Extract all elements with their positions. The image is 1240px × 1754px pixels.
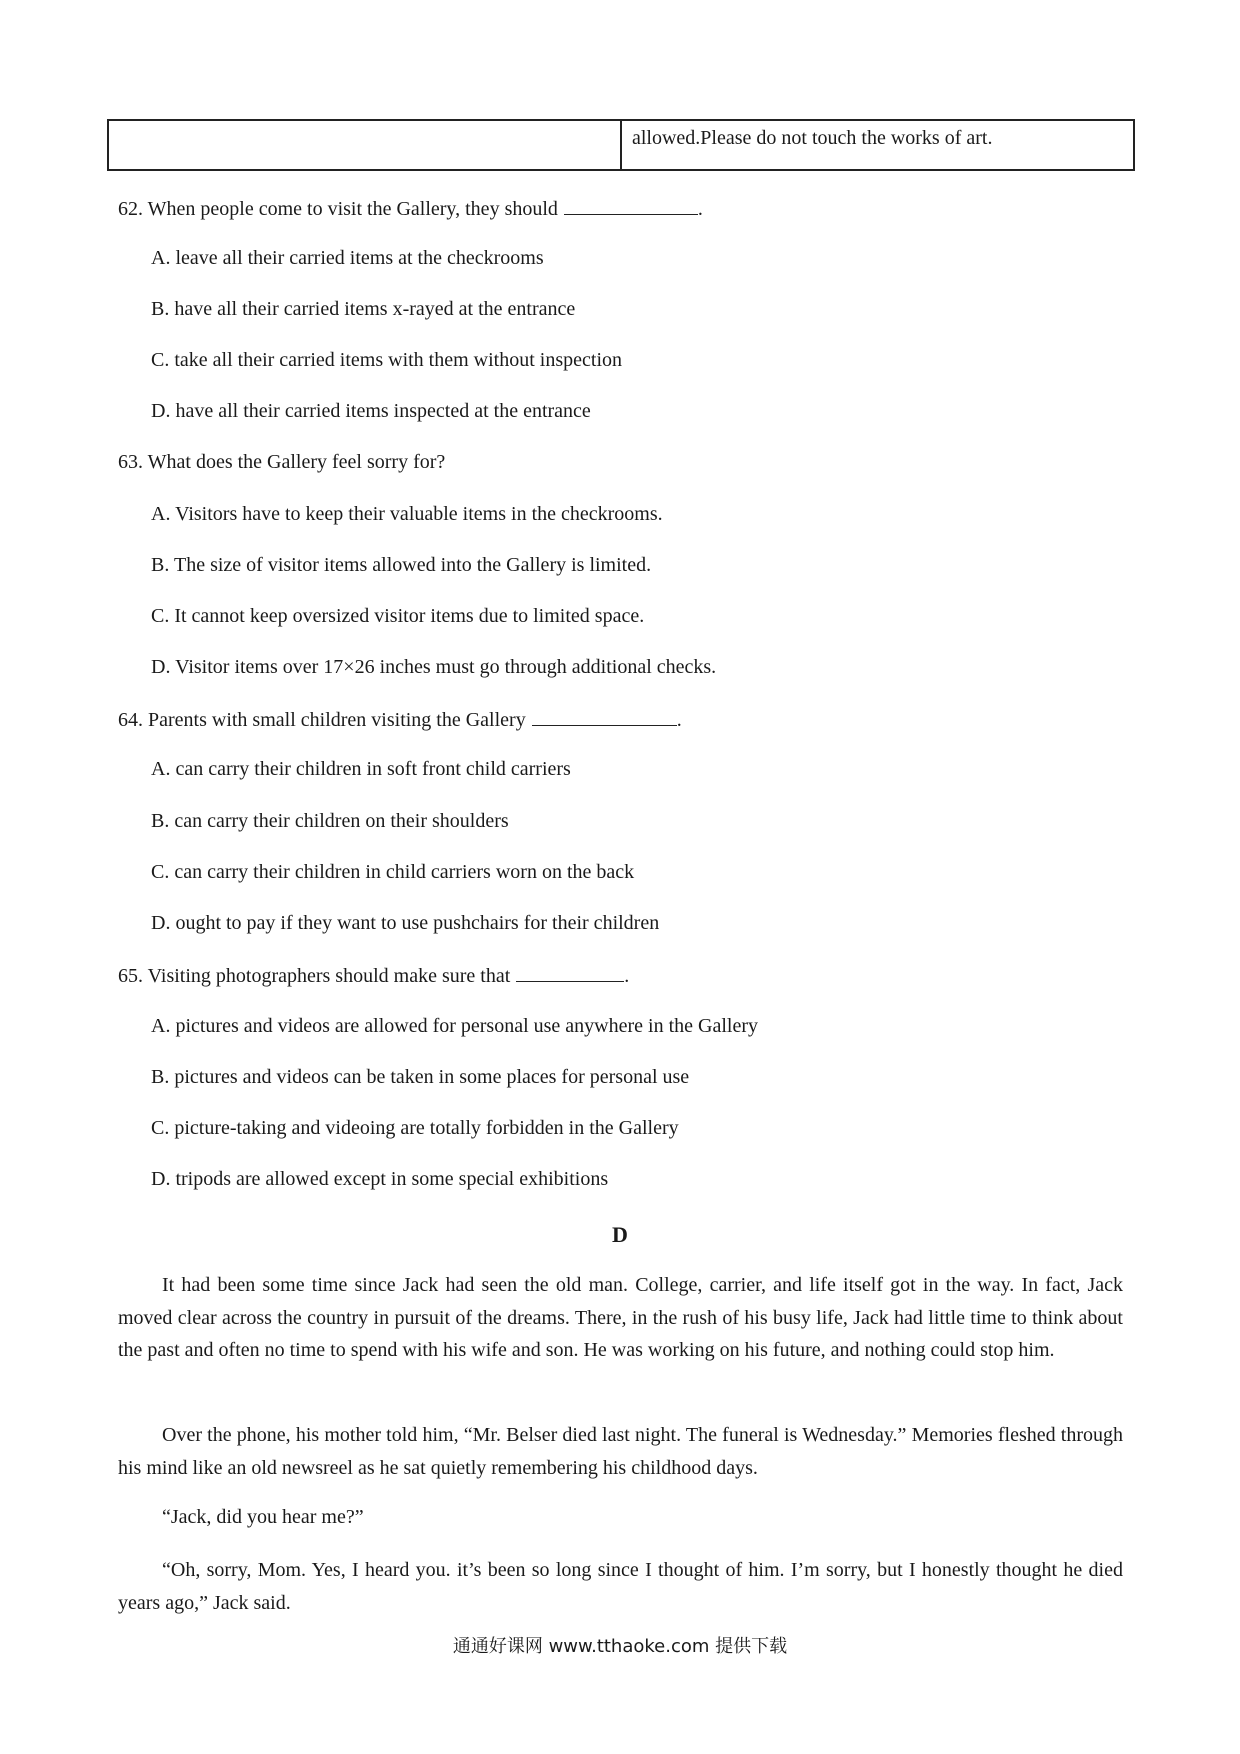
table-cell-right: allowed.Please do not touch the works of art. — [632, 127, 993, 149]
section-heading: D — [612, 1222, 628, 1247]
passage-paragraph-1: It had been some time since Jack had seen the old man. College, carrier, and life itself got in the way. In fact, Jack moved clear across the country in pursuit of the dreams. There, in the rush of his busy life, Jack had little time to think about the past and often no time to spend with his wife and son. He was working on his future, and nothing could stop him. — [118, 1274, 1123, 1361]
table-fragment — [107, 119, 1135, 171]
option-63a: A. Visitors have to keep their valuable items in the checkrooms. — [151, 503, 663, 525]
page-footer: 通通好课网 www.tthaoke.com 提供下载 — [452, 1636, 788, 1657]
option-64b: B. can carry their children on their shoulders — [151, 810, 509, 832]
option-65b: B. pictures and videos can be taken in some places for personal use — [151, 1066, 690, 1088]
question-63-stem: 63. What does the Gallery feel sorry for? — [118, 451, 446, 473]
question-64: 64. Parents with small children visiting the Gallery . — [118, 709, 682, 731]
option-62c: C. take all their carried items with them without inspection — [151, 349, 622, 371]
passage-paragraph-3: “Jack, did you hear me?” — [162, 1506, 364, 1528]
option-65d: D. tripods are allowed except in some special exhibitions — [151, 1168, 609, 1190]
passage-paragraph-2: Over the phone, his mother told him, “Mr. Belser died last night. The funeral is Wednesday.” Memories fleshed through his mind like an old newsreel as he sat quietly remembering his childhood days. — [118, 1424, 1123, 1479]
question-64-stem: 64. Parents with small children visiting the Gallery — [118, 709, 526, 731]
option-64a: A. can carry their children in soft front child carriers — [151, 758, 571, 780]
option-62b: B. have all their carried items x-rayed at the entrance — [151, 298, 576, 320]
option-62a: A. leave all their carried items at the checkrooms — [151, 247, 544, 269]
option-64d: D. ought to pay if they want to use pushchairs for their children — [151, 912, 660, 934]
answer-blank — [532, 707, 677, 726]
table-cell-left — [109, 121, 622, 169]
question-63 — [118, 451, 445, 474]
option-63d: D. Visitor items over 17×26 inches must go through additional checks. — [151, 656, 717, 678]
option-65c: C. picture-taking and videoing are totally forbidden in the Gallery — [151, 1117, 679, 1139]
option-64c: C. can carry their children in child carriers worn on the back — [151, 861, 635, 883]
option-63c: C. It cannot keep oversized visitor items due to limited space. — [151, 605, 645, 627]
answer-blank — [564, 196, 698, 215]
question-62-stem: 62. When people come to visit the Gallery, they should — [118, 198, 558, 220]
question-62: 62. When people come to visit the Gallery, they should . — [118, 198, 703, 220]
answer-blank — [516, 963, 624, 982]
passage-paragraph-4: “Oh, sorry, Mom. Yes, I heard you. it’s been so long since I thought of him. I’m sorry, but I honestly thought he died years ago,” Jack said. — [118, 1559, 1123, 1614]
option-65a: A. pictures and videos are allowed for personal use anywhere in the Gallery — [151, 1015, 759, 1037]
option-62d: D. have all their carried items inspected at the entrance — [151, 400, 591, 422]
question-65: 65. Visiting photographers should make sure that . — [118, 965, 630, 987]
option-63b: B. The size of visitor items allowed into the Gallery is limited. — [151, 554, 652, 576]
question-65-stem: 65. Visiting photographers should make sure that — [118, 965, 511, 987]
